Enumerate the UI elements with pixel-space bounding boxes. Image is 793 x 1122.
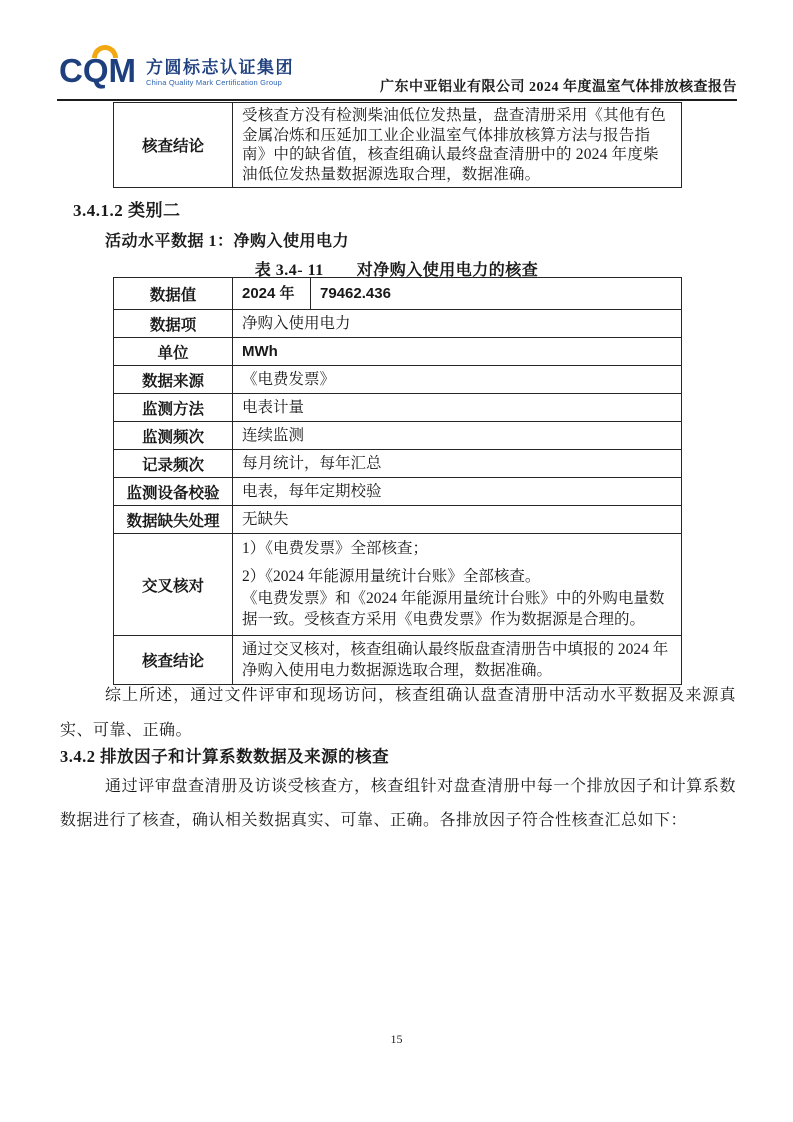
row-value: 连续监测: [233, 422, 682, 450]
row-label: 核查结论: [114, 636, 233, 685]
row-label: 单位: [114, 338, 233, 366]
row-label: 数据项: [114, 310, 233, 338]
report-title: 广东中亚铝业有限公司 2024 年度温室气体排放核查报告: [380, 80, 737, 95]
row-value: 每月统计，每年汇总: [233, 450, 682, 478]
cqm-arc-icon: [92, 45, 118, 58]
table-row-data-value: [114, 278, 682, 310]
row-value: 无缺失: [233, 506, 682, 534]
cqm-logo: [59, 52, 294, 90]
page-header: [57, 0, 737, 101]
row-value: 电表，每年定期校验: [233, 478, 682, 506]
table-row: [114, 366, 682, 394]
row-label: 核查结论: [114, 103, 233, 188]
cqm-logo-wordmark: CQM: [59, 52, 136, 89]
table-row: [114, 310, 682, 338]
row-label: 交叉核对: [114, 534, 233, 636]
table-row: [114, 506, 682, 534]
verification-table: [113, 277, 682, 685]
table-row: [114, 478, 682, 506]
table-row: [114, 394, 682, 422]
cross-check-line: 1）《电费发票》全部核查；: [242, 540, 429, 557]
data-value-number: 79462.436: [311, 278, 682, 310]
table-row: [114, 338, 682, 366]
table-row: [114, 103, 682, 188]
section-heading-3412: 3.4.1.2 类别二: [73, 201, 181, 220]
section-heading-342: 3.4.2 排放因子和计算系数数据及来源的核查: [60, 747, 390, 766]
data-value-year: 2024 年: [233, 278, 311, 310]
section-342-paragraph: 通过评审盘查清册及访谈受核查方，核查组针对盘查清册中每一个排放因子和计算系数数据进行了核查，确认相关数据真实、可靠、正确。各排放因子符合性核查汇总如下：: [60, 778, 736, 829]
row-label: 监测方法: [114, 394, 233, 422]
row-label: 监测设备校验: [114, 478, 233, 506]
continuation-table: [113, 102, 682, 188]
row-label: 监测频次: [114, 422, 233, 450]
cqm-english-name: China Quality Mark Certification Group: [146, 78, 282, 87]
row-label: 数据值: [114, 278, 233, 310]
page-number: 15: [390, 1032, 403, 1046]
table-row: [114, 422, 682, 450]
row-label: 记录频次: [114, 450, 233, 478]
row-value: 《电费发票》: [233, 366, 682, 394]
table-row: [114, 450, 682, 478]
conclusion-cell: 通过交叉核对，核查组确认最终版盘查清册告中填报的 2024 年净购入使用电力数据源选取合理，数据准确。: [233, 636, 682, 685]
row-value: 受核查方没有检测柴油低位发热量，盘查清册采用《其他有色金属冶炼和压延加工业企业温室气体排放核算方法与报告指南》中的缺省值，核查组确认最终盘查清册中的 2024 年度柴油低位发热量数据源选取合理，数据准确。: [233, 103, 682, 188]
table-row-cross-check: [114, 534, 682, 636]
summary-paragraph: 综上所述，通过文件评审和现场访问，核查组确认盘查清册中活动水平数据及来源真实、可靠、正确。: [60, 687, 736, 739]
activity-data-subheading: 活动水平数据 1：净购入使用电力: [105, 233, 350, 250]
cross-check-line: 《电费发票》和《2024 年能源用量统计台账》中的外购电量数据一致。受核查方采用《电费发票》作为数据源是合理的。: [242, 590, 665, 628]
row-label: 数据来源: [114, 366, 233, 394]
cross-check-line: 2）《2024 年能源用量统计台账》全部核查。: [242, 567, 541, 585]
cross-check-cell: [233, 534, 682, 636]
row-label: 数据缺失处理: [114, 506, 233, 534]
row-value: 电表计量: [233, 394, 682, 422]
table-caption: 表 3.4- 11 对净购入使用电力的核查: [254, 262, 539, 279]
row-value: 净购入使用电力: [233, 310, 682, 338]
row-value: MWh: [233, 338, 682, 366]
cqm-logo-names: [146, 52, 294, 87]
cqm-chinese-name: 方圆标志认证集团: [146, 58, 294, 77]
